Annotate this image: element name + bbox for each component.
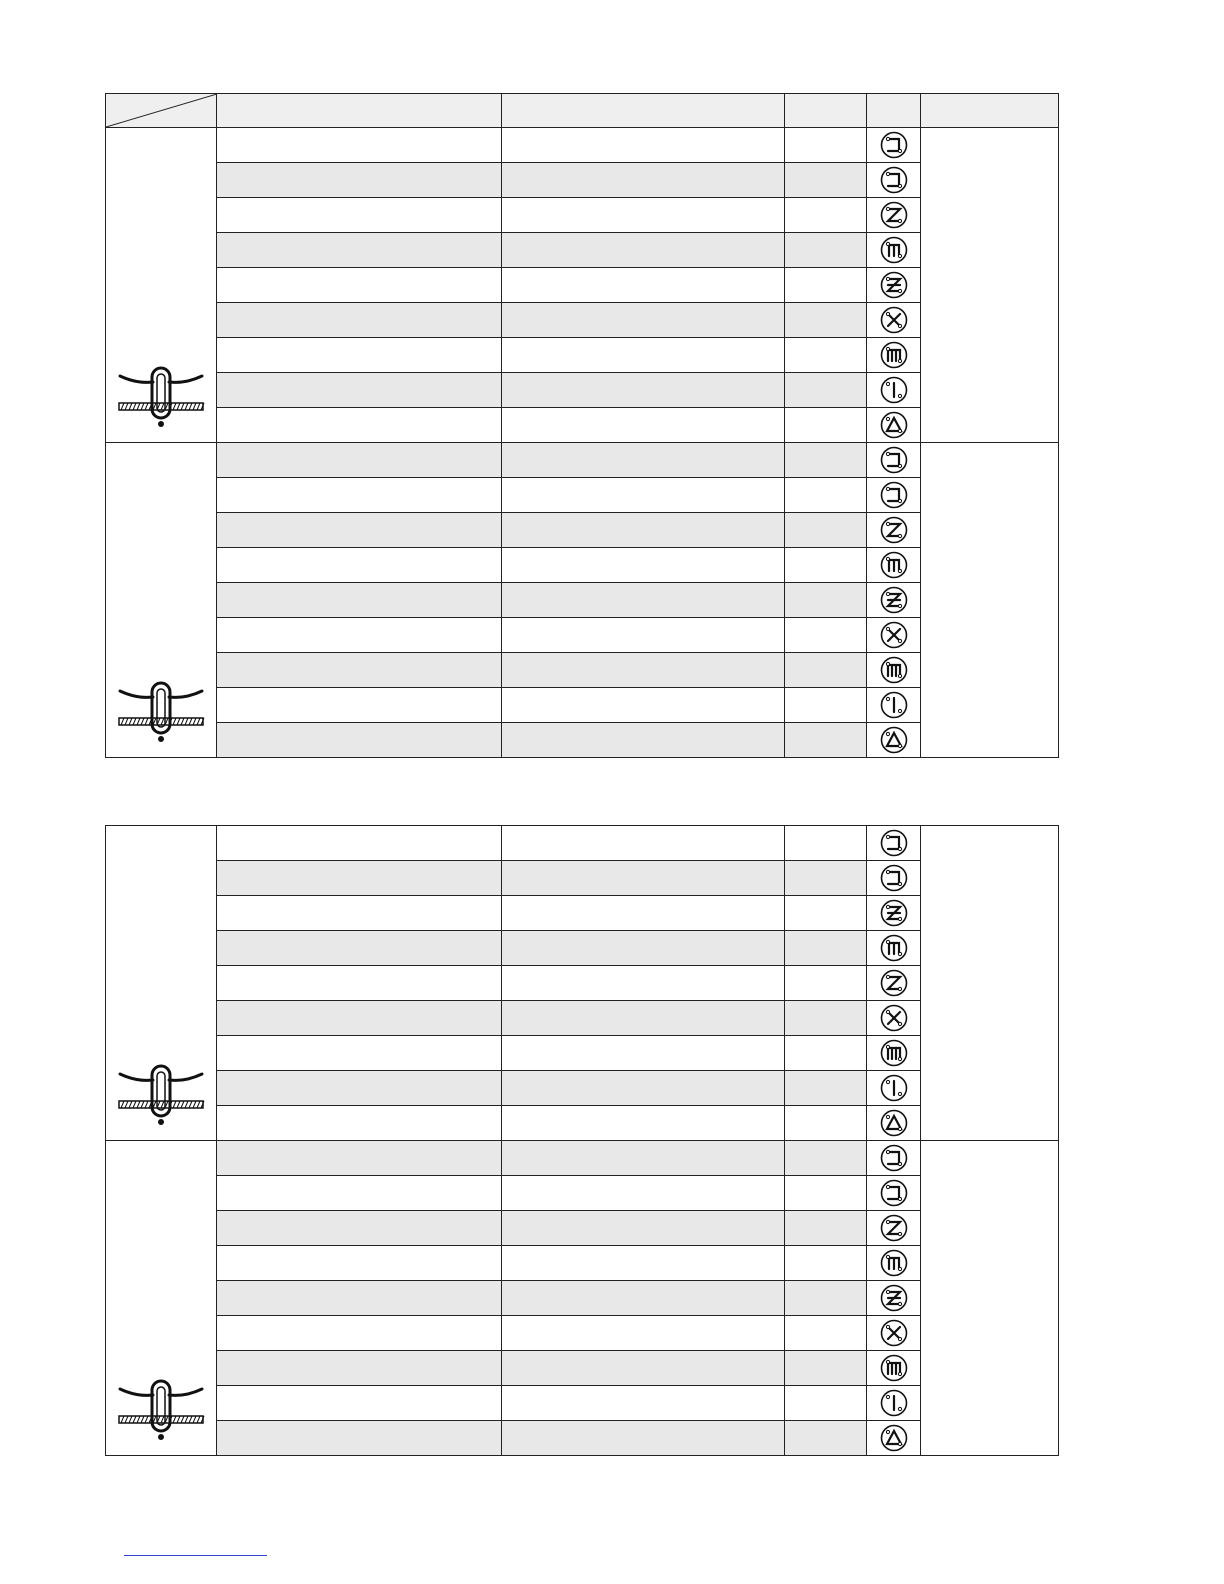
table-row (106, 1001, 1059, 1036)
header-col-1 (217, 94, 502, 128)
cell-col-3 (785, 1281, 867, 1316)
cell-col-3 (785, 1001, 867, 1036)
cell-col-1 (217, 198, 502, 233)
pattern-cell (867, 513, 921, 548)
table-row (106, 513, 1059, 548)
table-row (106, 1036, 1059, 1071)
pattern-cell (867, 408, 921, 443)
cell-col-3 (785, 163, 867, 198)
group-notes-cell (921, 1141, 1059, 1456)
cell-col-1 (217, 163, 502, 198)
double-loop-pattern-icon (880, 551, 908, 579)
cell-col-2 (502, 233, 785, 268)
cell-col-2 (502, 268, 785, 303)
table-row (106, 268, 1059, 303)
pattern-cell (867, 338, 921, 373)
cell-col-3 (785, 1036, 867, 1071)
cell-col-2 (502, 303, 785, 338)
group-image-cell (106, 443, 217, 758)
cell-col-2 (502, 1421, 785, 1456)
reverse-z-pattern-icon (880, 1284, 908, 1312)
table-row (106, 1421, 1059, 1456)
pattern-cell (867, 618, 921, 653)
cell-col-1 (217, 826, 502, 861)
header-col-3 (785, 94, 867, 128)
cell-col-1 (217, 443, 502, 478)
header-col-4 (867, 94, 921, 128)
triple-loop-pattern-icon (880, 341, 908, 369)
pattern-cell (867, 548, 921, 583)
table-row (106, 163, 1059, 198)
reverse-z-pattern-icon (880, 899, 908, 927)
table-row (106, 1351, 1059, 1386)
table-row (106, 1106, 1059, 1141)
cell-col-2 (502, 338, 785, 373)
cell-col-3 (785, 1071, 867, 1106)
footer-link-underline[interactable] (124, 1555, 267, 1556)
group-image-cell (106, 128, 217, 443)
hook-pattern-icon (880, 829, 908, 857)
cell-col-2 (502, 1281, 785, 1316)
table-row (106, 233, 1059, 268)
table-row (106, 303, 1059, 338)
cross-pattern-icon (880, 1004, 908, 1032)
cell-col-2 (502, 723, 785, 758)
cell-col-3 (785, 1106, 867, 1141)
pattern-cell (867, 373, 921, 408)
cell-col-2 (502, 688, 785, 723)
cell-col-1 (217, 1176, 502, 1211)
table-header-row (106, 94, 1059, 128)
pattern-cell (867, 861, 921, 896)
rebar-clip-icon (117, 1379, 205, 1445)
cell-col-1 (217, 1141, 502, 1176)
cell-col-2 (502, 408, 785, 443)
cell-col-1 (217, 408, 502, 443)
cell-col-1 (217, 338, 502, 373)
cell-col-3 (785, 443, 867, 478)
pattern-cell (867, 1141, 921, 1176)
triple-loop-pattern-icon (880, 1039, 908, 1067)
pattern-cell (867, 1001, 921, 1036)
header-col-2 (502, 94, 785, 128)
cell-col-3 (785, 373, 867, 408)
z-pattern-icon (880, 969, 908, 997)
table-row (106, 826, 1059, 861)
rebar-clip-icon (117, 1064, 205, 1130)
cell-col-2 (502, 583, 785, 618)
cell-col-1 (217, 931, 502, 966)
cell-col-1 (217, 1386, 502, 1421)
table-row (106, 1246, 1059, 1281)
cell-col-3 (785, 826, 867, 861)
table-row (106, 896, 1059, 931)
cell-col-3 (785, 478, 867, 513)
pattern-cell (867, 1106, 921, 1141)
cell-col-3 (785, 861, 867, 896)
rebar-clip-icon (117, 366, 205, 432)
reverse-z-pattern-icon (880, 586, 908, 614)
cell-col-1 (217, 548, 502, 583)
table-row (106, 583, 1059, 618)
z-pattern-icon (880, 1214, 908, 1242)
triangle-pattern-icon (880, 1109, 908, 1137)
cell-col-3 (785, 1351, 867, 1386)
cell-col-2 (502, 198, 785, 233)
pattern-cell (867, 163, 921, 198)
cell-col-3 (785, 931, 867, 966)
table-row (106, 1141, 1059, 1176)
z-pattern-icon (880, 516, 908, 544)
cell-col-2 (502, 478, 785, 513)
cell-col-2 (502, 1176, 785, 1211)
cell-col-2 (502, 1316, 785, 1351)
table-row (106, 128, 1059, 163)
hook-pattern-icon (880, 864, 908, 892)
pattern-cell (867, 1351, 921, 1386)
pattern-cell (867, 443, 921, 478)
pattern-cell (867, 896, 921, 931)
cell-col-1 (217, 1071, 502, 1106)
pattern-cell (867, 128, 921, 163)
cell-col-3 (785, 966, 867, 1001)
pattern-cell (867, 303, 921, 338)
cell-col-3 (785, 268, 867, 303)
cell-col-2 (502, 1351, 785, 1386)
z-pattern-icon (880, 201, 908, 229)
table-row (106, 931, 1059, 966)
cell-col-3 (785, 1211, 867, 1246)
cell-col-1 (217, 966, 502, 1001)
cell-col-2 (502, 128, 785, 163)
triple-loop-pattern-icon (880, 656, 908, 684)
pattern-cell (867, 1421, 921, 1456)
cell-col-1 (217, 1036, 502, 1071)
cell-col-1 (217, 1421, 502, 1456)
table-row (106, 1211, 1059, 1246)
table-row (106, 1316, 1059, 1351)
pattern-cell (867, 653, 921, 688)
hook-pattern-icon (880, 131, 908, 159)
cell-col-1 (217, 268, 502, 303)
table-row (106, 688, 1059, 723)
double-loop-pattern-icon (880, 1249, 908, 1277)
cell-col-2 (502, 1211, 785, 1246)
cell-col-2 (502, 548, 785, 583)
cell-col-1 (217, 688, 502, 723)
single-bar-pattern-icon (880, 1074, 908, 1102)
group-notes-cell (921, 128, 1059, 443)
cell-col-1 (217, 896, 502, 931)
table-row (106, 408, 1059, 443)
cell-col-2 (502, 896, 785, 931)
cell-col-2 (502, 443, 785, 478)
table-row (106, 653, 1059, 688)
group-image-cell (106, 826, 217, 1141)
cell-col-2 (502, 826, 785, 861)
pattern-cell (867, 1071, 921, 1106)
group-notes-cell (921, 826, 1059, 1141)
hook-pattern-icon (880, 1144, 908, 1172)
cell-col-2 (502, 1141, 785, 1176)
cell-col-2 (502, 1001, 785, 1036)
cell-col-3 (785, 128, 867, 163)
cell-col-3 (785, 338, 867, 373)
pattern-cell (867, 268, 921, 303)
cell-col-1 (217, 1316, 502, 1351)
hook-pattern-icon (880, 1179, 908, 1207)
triangle-pattern-icon (880, 1424, 908, 1452)
cell-col-1 (217, 1106, 502, 1141)
cell-col-3 (785, 583, 867, 618)
pattern-cell (867, 583, 921, 618)
cell-col-3 (785, 408, 867, 443)
cell-col-2 (502, 373, 785, 408)
table-row (106, 618, 1059, 653)
cell-col-3 (785, 618, 867, 653)
cell-col-2 (502, 1071, 785, 1106)
pattern-cell (867, 1211, 921, 1246)
table-row (106, 1281, 1059, 1316)
cell-col-3 (785, 513, 867, 548)
cell-col-2 (502, 618, 785, 653)
pattern-cell (867, 1316, 921, 1351)
cell-col-3 (785, 1141, 867, 1176)
cell-col-2 (502, 861, 785, 896)
cell-col-1 (217, 478, 502, 513)
triangle-pattern-icon (880, 411, 908, 439)
cross-pattern-icon (880, 1319, 908, 1347)
diagonal-divider (106, 94, 217, 127)
table-row (106, 443, 1059, 478)
cell-col-1 (217, 373, 502, 408)
cell-col-2 (502, 1246, 785, 1281)
pattern-cell (867, 233, 921, 268)
table-row (106, 861, 1059, 896)
cell-col-1 (217, 1246, 502, 1281)
cell-col-2 (502, 163, 785, 198)
cell-col-3 (785, 233, 867, 268)
single-bar-pattern-icon (880, 691, 908, 719)
double-loop-pattern-icon (880, 934, 908, 962)
cell-col-1 (217, 861, 502, 896)
cell-col-1 (217, 653, 502, 688)
reverse-z-pattern-icon (880, 271, 908, 299)
group-notes-cell (921, 443, 1059, 758)
table-row (106, 338, 1059, 373)
cell-col-2 (502, 1386, 785, 1421)
table-row (106, 548, 1059, 583)
cell-col-1 (217, 1001, 502, 1036)
pattern-cell (867, 1281, 921, 1316)
tie-pattern-table-1 (105, 93, 1059, 758)
cell-col-3 (785, 723, 867, 758)
pattern-cell (867, 1036, 921, 1071)
cell-col-3 (785, 548, 867, 583)
hook-pattern-icon (880, 166, 908, 194)
table-row (106, 1176, 1059, 1211)
cell-col-3 (785, 653, 867, 688)
cell-col-3 (785, 688, 867, 723)
pattern-cell (867, 826, 921, 861)
cell-col-1 (217, 1281, 502, 1316)
hook-pattern-icon (880, 481, 908, 509)
cell-col-1 (217, 618, 502, 653)
rebar-clip-icon (117, 681, 205, 747)
cell-col-2 (502, 513, 785, 548)
pattern-cell (867, 1176, 921, 1211)
hook-pattern-icon (880, 446, 908, 474)
cell-col-3 (785, 1246, 867, 1281)
cell-col-3 (785, 1176, 867, 1211)
table-row (106, 373, 1059, 408)
table-row (106, 966, 1059, 1001)
group-image-cell (106, 1141, 217, 1456)
cell-col-1 (217, 1211, 502, 1246)
table-row (106, 478, 1059, 513)
cell-col-3 (785, 1386, 867, 1421)
cell-col-2 (502, 653, 785, 688)
pattern-cell (867, 931, 921, 966)
cell-col-2 (502, 966, 785, 1001)
cell-col-3 (785, 303, 867, 338)
double-loop-pattern-icon (880, 236, 908, 264)
cell-col-2 (502, 1036, 785, 1071)
triangle-pattern-icon (880, 726, 908, 754)
cross-pattern-icon (880, 621, 908, 649)
cell-col-1 (217, 513, 502, 548)
pattern-cell (867, 1246, 921, 1281)
cell-col-3 (785, 1421, 867, 1456)
cell-col-1 (217, 303, 502, 338)
header-col-5 (921, 94, 1059, 128)
table-row (106, 198, 1059, 233)
cell-col-2 (502, 1106, 785, 1141)
pattern-cell (867, 478, 921, 513)
pattern-cell (867, 723, 921, 758)
single-bar-pattern-icon (880, 376, 908, 404)
cell-col-3 (785, 1316, 867, 1351)
cell-col-1 (217, 1351, 502, 1386)
tie-pattern-table-2 (105, 825, 1059, 1456)
cell-col-1 (217, 723, 502, 758)
cell-col-1 (217, 583, 502, 618)
single-bar-pattern-icon (880, 1389, 908, 1417)
table-row (106, 723, 1059, 758)
cell-col-3 (785, 198, 867, 233)
pattern-cell (867, 688, 921, 723)
table-row (106, 1386, 1059, 1421)
cell-col-1 (217, 128, 502, 163)
table-row (106, 1071, 1059, 1106)
cell-col-1 (217, 233, 502, 268)
pattern-cell (867, 198, 921, 233)
header-corner-cell (106, 94, 217, 128)
cross-pattern-icon (880, 306, 908, 334)
cell-col-3 (785, 896, 867, 931)
cell-col-2 (502, 931, 785, 966)
pattern-cell (867, 1386, 921, 1421)
triple-loop-pattern-icon (880, 1354, 908, 1382)
pattern-cell (867, 966, 921, 1001)
